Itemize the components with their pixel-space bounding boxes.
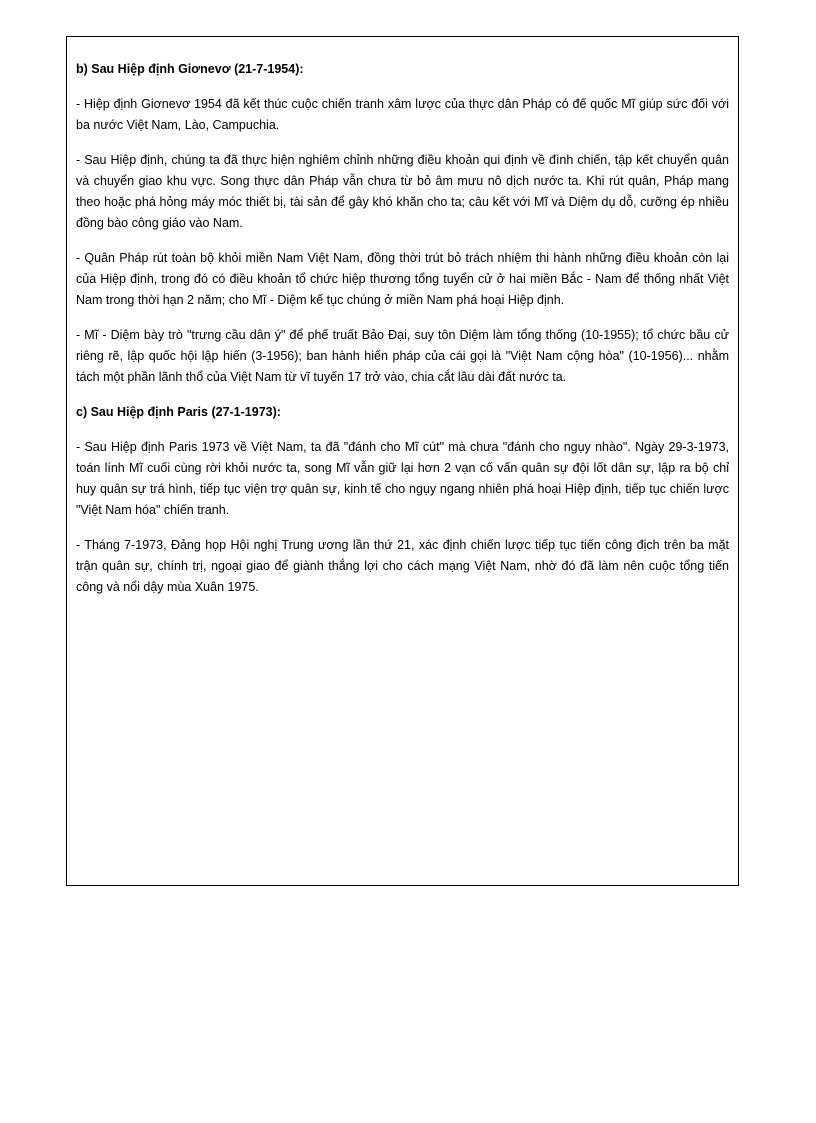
section-b-paragraph-3: - Quân Pháp rút toàn bộ khỏi miền Nam Việt Nam, đồng thời trút bỏ trách nhiệm thi hành những điều khoản còn lại của Hiệp định, trong đó có điều khoản tổ chức hiệp thương tổng tuyển cử ở hai miền Bắc - Nam để thống nhất Việt Nam trong thời hạn 2 năm; cho Mĩ - Diệm kế tục chúng ở miền Nam phá hoại Hiệp định.: [76, 251, 729, 307]
section-c-paragraph-2: - Tháng 7-1973, Đảng họp Hội nghị Trung ương lần thứ 21, xác định chiến lược tiếp tục tiến công địch trên ba mặt trận quân sự, chính trị, ngoại giao để giành thắng lợi cho cách mạng Việt Nam, nhờ đó đã làm nên cuộc tổng tiến công và nổi dậy mùa Xuân 1975.: [76, 538, 729, 594]
section-c-heading: c) Sau Hiệp định Paris (27-1-1973):: [76, 405, 281, 419]
section-b-paragraph-2: - Sau Hiệp định, chúng ta đã thực hiện nghiêm chỉnh những điều khoản qui định về đình chiến, tập kết chuyển quân và chuyển giao khu vực. Song thực dân Pháp vẫn chưa từ bỏ âm mưu nô dịch nước ta. Khi rút quân, Pháp mang theo hoặc phá hỏng máy móc thiết bị, tài sản để gây khó khăn cho ta; câu kết với Mĩ và Diệm dụ dỗ, cưỡng ép nhiều đồng bào công giáo vào Nam.: [76, 153, 729, 230]
document-text-box: [66, 36, 739, 886]
section-c-paragraph-1: - Sau Hiệp định Paris 1973 về Việt Nam, ta đã "đánh cho Mĩ cút" mà chưa "đánh cho ngụy nhào". Ngày 29-3-1973, toán lính Mĩ cuối cùng rời khỏi nước ta, song Mĩ vẫn giữ lại hơn 2 vạn cố vấn quân sự đội lốt dân sự, lập ra bộ chỉ huy quân sự trá hình, tiếp tục viện trợ quân sự, kinh tế cho ngụy ngang nhiên phá hoại Hiệp định, tiếp tục chiến lược "Việt Nam hóa" chiến tranh.: [76, 440, 729, 517]
section-b-paragraph-1: - Hiệp định Giơnevơ 1954 đã kết thúc cuộc chiến tranh xâm lược của thực dân Pháp có đế quốc Mĩ giúp sức đối với ba nước Việt Nam, Lào, Campuchia.: [76, 97, 729, 132]
section-b-paragraph-4: - Mĩ - Diệm bày trò "trưng cầu dân ý" để phế truất Bảo Đại, suy tôn Diệm làm tổng thống (10-1955); tổ chức bầu cử riêng rẽ, lập quốc hội lập hiến (3-1956); ban hành hiến pháp của cái gọi là "Việt Nam cộng hòa" (10-1956)... nhằm tách một phần lãnh thổ của Việt Nam từ vĩ tuyến 17 trở vào, chia cắt lâu dài đất nước ta.: [76, 328, 729, 384]
section-b-heading: b) Sau Hiệp định Giơnevơ (21-7-1954):: [76, 62, 304, 76]
